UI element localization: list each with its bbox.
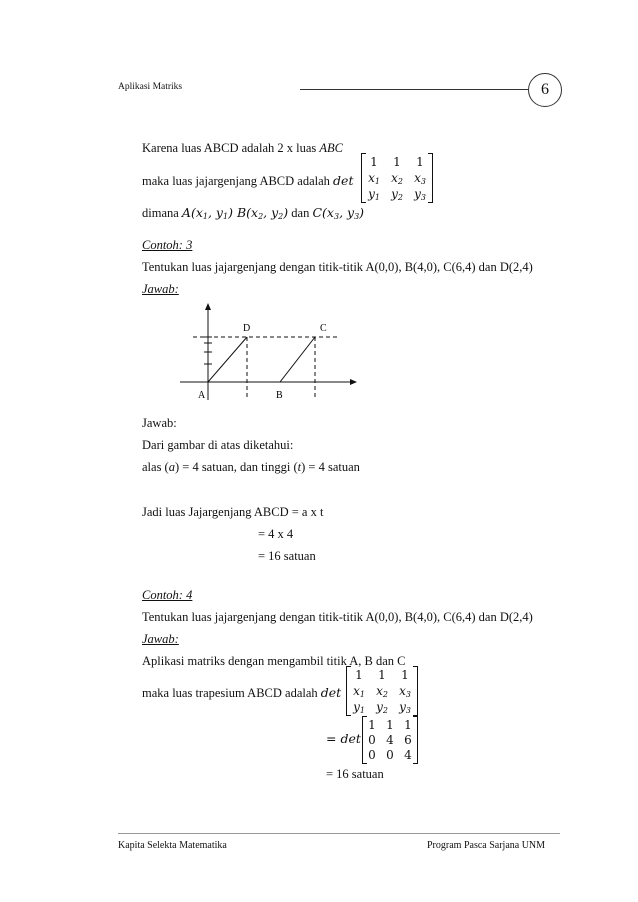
contoh3-jawab2: Jawab: bbox=[142, 416, 177, 430]
contoh3-step2: = 16 satuan bbox=[258, 549, 316, 563]
label-A: A bbox=[198, 390, 206, 401]
contoh4-heading: Contoh: 4 bbox=[142, 588, 193, 602]
contoh3-jadi: Jadi luas Jajargenjang ABCD = a x t bbox=[142, 505, 324, 519]
contoh4-question: Tentukan luas jajargenjang dengan titik-titik A(0,0), B(4,0), C(6,4) dan D(2,4) bbox=[142, 610, 533, 624]
contoh3-heading: Contoh: 3 bbox=[142, 238, 193, 252]
footer-left: Kapita Selekta Matematika bbox=[118, 840, 227, 851]
contoh3-question: Tentukan luas jajargenjang dengan titik-titik A(0,0), B(4,0), C(6,4) dan D(2,4) bbox=[142, 260, 533, 274]
contoh3-jawab: Jawab: bbox=[142, 282, 179, 296]
intro-line2: maka luas jajargenjang ABCD adalah det bbox=[142, 173, 354, 188]
intro-line1: Karena luas ABCD adalah 2 x luas ABC bbox=[142, 141, 343, 155]
label-B: B bbox=[276, 390, 283, 401]
numeric-matrix: 1 1 1 0 4 6 0 0 4 bbox=[362, 716, 418, 764]
side-BC bbox=[280, 337, 315, 382]
contoh3-known: Dari gambar di atas diketahui: bbox=[142, 438, 294, 452]
contoh4-jawab: Jawab: bbox=[142, 632, 179, 646]
contoh4-aplikasi: Aplikasi matriks dengan mengambil titik A, B dan C bbox=[142, 654, 406, 668]
contoh4-result: = 16 satuan bbox=[326, 767, 384, 781]
contoh4-eq-det: = det bbox=[326, 731, 361, 746]
footer-right: Program Pasca Sarjana UNM bbox=[427, 840, 546, 851]
label-C: C bbox=[320, 323, 327, 334]
header-rule bbox=[300, 89, 528, 90]
page-number: 6 bbox=[528, 73, 562, 107]
header-title: Aplikasi Matriks bbox=[118, 82, 183, 92]
footer-rule bbox=[118, 833, 560, 834]
x-axis-arrow bbox=[350, 379, 357, 385]
y-axis-arrow bbox=[205, 303, 211, 310]
contoh3-step1: = 4 x 4 bbox=[258, 527, 294, 541]
contoh3-alas: alas (a) = 4 satuan, dan tinggi (t) = 4 satuan bbox=[142, 460, 360, 474]
symbolic-matrix: 1 1 1 $x_1$ $x_2$ $x_3$ $y_1$ $y_2$ $y_3$ bbox=[361, 153, 433, 203]
symbolic-matrix-2: 1 1 1 $x_1$ $x_2$ $x_3$ $y_1$ $y_2$ $y_3$ bbox=[346, 666, 418, 716]
label-D: D bbox=[243, 323, 251, 334]
contoh4-trapesium: maka luas trapesium ABCD adalah det bbox=[142, 685, 342, 700]
intro-line3: dimana $A(x_1$, $y_1$) $B(x_2$, $y_2$) dan $C(x_3$, $y_3$) bbox=[142, 205, 365, 221]
parallelogram-graph bbox=[175, 300, 365, 410]
side-AD bbox=[208, 337, 247, 382]
